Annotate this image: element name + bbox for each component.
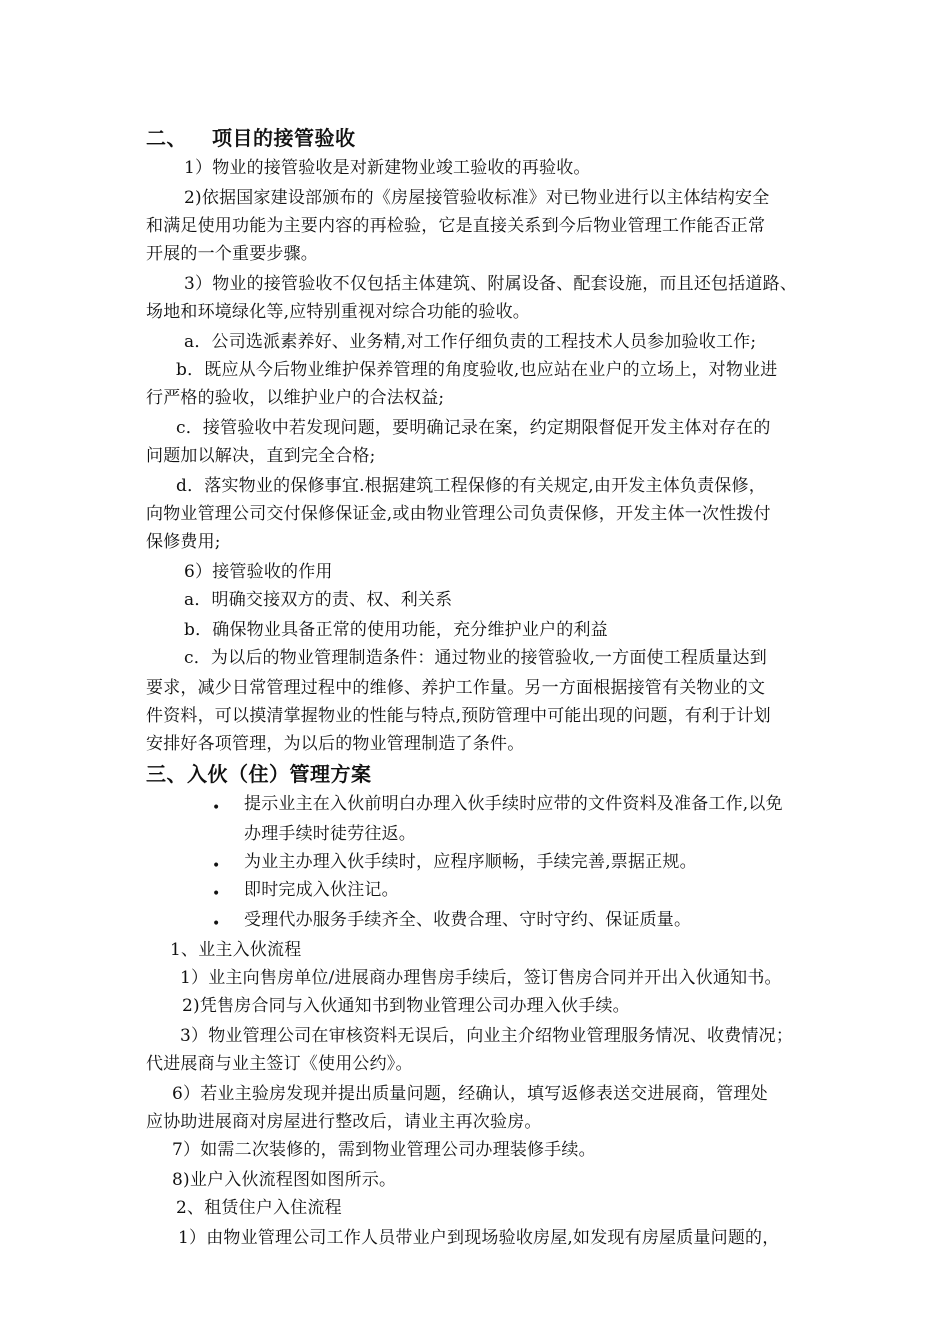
paragraph-line: a．公司选派素养好、业务精,对工作仔细负责的工程技术人员参加验收工作; bbox=[184, 332, 757, 352]
section-heading: 三、入伙（住）管理方案 bbox=[146, 762, 372, 786]
paragraph-line: 保修费用; bbox=[146, 532, 221, 552]
bullet-item: 即时完成入伙注记。 bbox=[244, 880, 399, 900]
paragraph-line: c．为以后的物业管理制造条件：通过物业的接管验收,一方面使工程质量达到 bbox=[184, 648, 767, 668]
subsection-heading: 2、租赁住户入住流程 bbox=[176, 1198, 342, 1218]
paragraph-line: a．明确交接双方的责、权、利关系 bbox=[184, 590, 453, 610]
paragraph-line: 3）物业的接管验收不仅包括主体建筑、附属设备、配套设施，而且还包括道路、 bbox=[184, 274, 798, 294]
paragraph-line: b．确保物业具备正常的使用功能，充分维护业户的利益 bbox=[184, 620, 608, 640]
paragraph-line: 应协助进展商对房屋进行整改后，请业主再次验房。 bbox=[146, 1112, 542, 1132]
paragraph-line: 2)凭售房合同与入伙通知书到物业管理公司办理入伙手续。 bbox=[182, 996, 630, 1016]
paragraph-line: 要求，减少日常管理过程中的维修、养护工作量。另一方面根据接管有关物业的文 bbox=[146, 678, 766, 698]
paragraph-line: 件资料，可以摸清掌握物业的性能与特点,预防管理中可能出现的问题，有利于计划 bbox=[146, 706, 771, 726]
paragraph-line: 代进展商与业主签订《使用公约》。 bbox=[146, 1054, 413, 1074]
paragraph-line: 1）物业的接管验收是对新建物业竣工验收的再验收。 bbox=[184, 158, 591, 178]
paragraph-line: 行严格的验收，以维护业户的合法权益; bbox=[146, 388, 445, 408]
bullet-marker: • bbox=[212, 886, 221, 902]
bullet-item: 为业主办理入伙手续时，应程序顺畅，手续完善,票据正规。 bbox=[244, 852, 697, 872]
bullet-item: 受理代办服务手续齐全、收费合理、守时守约、保证质量。 bbox=[244, 910, 692, 930]
paragraph-line: 和满足使用功能为主要内容的再检验，它是直接关系到今后物业管理工作能否正常 bbox=[146, 216, 766, 236]
paragraph-line: 1）由物业管理公司工作人员带业户到现场验收房屋,如发现有房屋质量问题的， bbox=[178, 1228, 780, 1248]
section-number: 二、 bbox=[146, 126, 187, 150]
subsection-heading: 1、业主入伙流程 bbox=[170, 940, 302, 960]
paragraph-line: c．接管验收中若发现问题，要明确记录在案，约定期限督促开发主体对存在的 bbox=[176, 418, 771, 438]
bullet-marker: • bbox=[212, 800, 221, 816]
paragraph-line: 7）如需二次装修的，需到物业管理公司办理装修手续。 bbox=[172, 1140, 596, 1160]
paragraph-line: 2)依据国家建设部颁布的《房屋接管验收标准》对已物业进行以主体结构安全 bbox=[184, 188, 770, 208]
section-title: 项目的接管验收 bbox=[212, 126, 356, 150]
paragraph-line: 向物业管理公司交付保修保证金,或由物业管理公司负责保修，开发主体一次性拨付 bbox=[146, 504, 771, 524]
bullet-marker: • bbox=[212, 858, 221, 874]
bullet-item: 提示业主在入伙前明白办理入伙手续时应带的文件资料及准备工作,以免 bbox=[244, 794, 783, 814]
paragraph-line: d．落实物业的保修事宜.根据建筑工程保修的有关规定,由开发主体负责保修， bbox=[176, 476, 766, 496]
paragraph-line: 6）接管验收的作用 bbox=[184, 562, 333, 582]
bullet-marker: • bbox=[212, 916, 221, 932]
section-heading bbox=[146, 124, 858, 153]
paragraph-line: 问题加以解决，直到完全合格; bbox=[146, 446, 376, 466]
paragraph-line: b．既应从今后物业维护保养管理的角度验收,也应站在业户的立场上，对物业进 bbox=[176, 360, 778, 380]
bullet-item-continued: 办理手续时徒劳往返。 bbox=[244, 824, 416, 844]
paragraph-line: 6）若业主验房发现并提出质量问题，经确认，填写返修表送交进展商，管理处 bbox=[172, 1084, 768, 1104]
paragraph-line: 场地和环境绿化等,应特别重视对综合功能的验收。 bbox=[146, 302, 531, 322]
paragraph-line: 8)业户入伙流程图如图所示。 bbox=[172, 1170, 397, 1190]
paragraph-line: 1）业主向售房单位/进展商办理售房手续后，签订售房合同并开出入伙通知书。 bbox=[180, 968, 782, 988]
paragraph-line: 开展的一个重要步骤。 bbox=[146, 244, 318, 264]
paragraph-line: 安排好各项管理，为以后的物业管理制造了条件。 bbox=[146, 734, 525, 754]
paragraph-line: 3）物业管理公司在审核资料无误后，向业主介绍物业管理服务情况、收费情况； bbox=[180, 1026, 794, 1046]
